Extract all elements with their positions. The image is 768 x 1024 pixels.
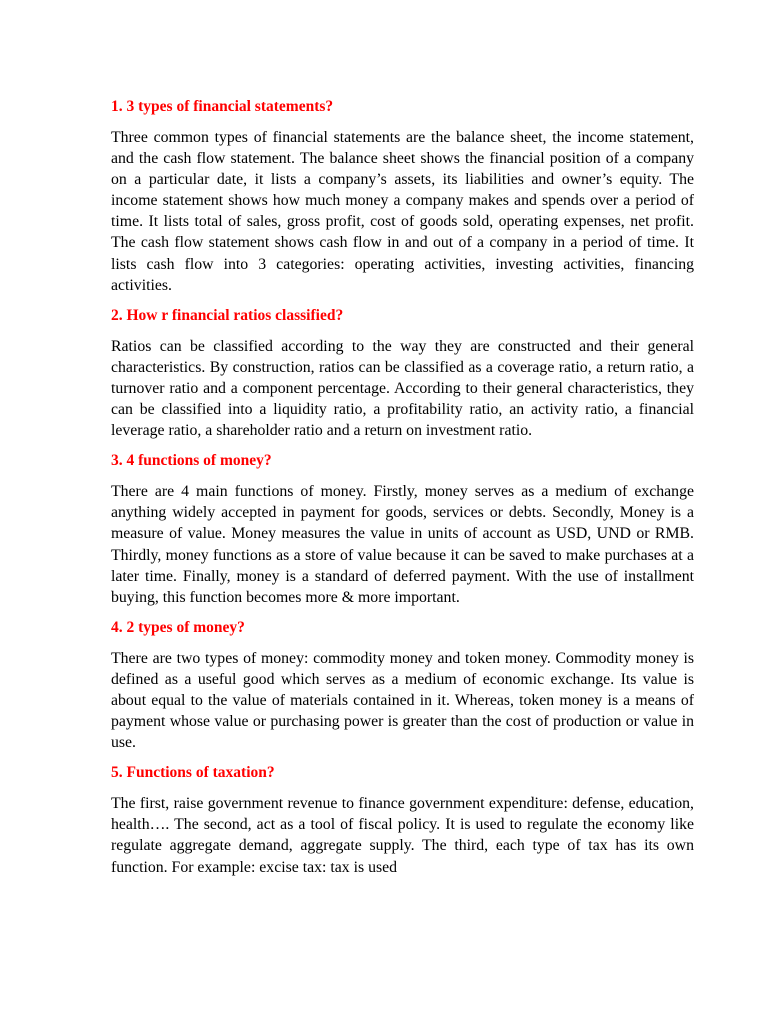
section-heading-financial-ratios: 2. How r financial ratios classified? <box>111 306 344 324</box>
section-body-functions-of-taxation: The first, raise government revenue to finance government expenditure: defense, education, health…. The second, act as a tool of fiscal policy. It is used to regulate the economy like regulate aggregate demand, aggregate supply. The third, each type of tax has its own function. For example: excise tax: tax is used <box>111 795 694 876</box>
section-heading-types-of-money: 4. 2 types of money? <box>111 618 245 636</box>
section-body-financial-statements: Three common types of financial statements are the balance sheet, the income statement, and the cash flow statement. The balance sheet shows the financial position of a company on a particular date, it lists a company’s assets, its liabilities and owner’s equity. The income statement shows how much money a company makes and spends over a period of time. It lists total of sales, gross profit, cost of goods sold, operating expenses, net profit. The cash flow statement shows cash flow in and out of a company in a period of time. It lists cash flow into 3 categories: operating activities, investing activities, financing activities. <box>111 129 694 294</box>
section-heading-financial-statements: 1. 3 types of financial statements? <box>111 98 334 115</box>
section-body-functions-of-money: There are 4 main functions of money. Firstly, money serves as a medium of exchange anything widely accepted in payment for goods, services or debts. Secondly, Money is a measure of value. Money measures the value in units of account as USD, UND or RMB. Thirdly, money functions as a store of value because it can be saved to make purchases at a later time. Finally, money is a standard of deferred payment. With the use of installment buying, this function becomes more & more important. <box>111 483 694 606</box>
section-body-types-of-money: There are two types of money: commodity money and token money. Commodity money is defined as a useful good which serves as a medium of economic exchange. Its value is about equal to the value of materials contained in it. Whereas, token money is a means of payment whose value or purchasing power is greater than the cost of production or value in use. <box>111 649 694 752</box>
section-heading-functions-of-taxation: 5. Functions of taxation? <box>111 764 275 782</box>
section-heading-functions-of-money: 3. 4 functions of money? <box>111 452 272 470</box>
section-body-financial-ratios: Ratios can be classified according to the way they are constructed and their general characteristics. By construction, ratios can be classified as a coverage ratio, a return ratio, a turnover ratio and a component percentage. According to their general characteristics, they can be classified into a liquidity ratio, a profitability ratio, an activity ratio, a financial leverage ratio, a shareholder ratio and a return on investment ratio. <box>111 337 694 440</box>
document-page <box>111 97 694 888</box>
